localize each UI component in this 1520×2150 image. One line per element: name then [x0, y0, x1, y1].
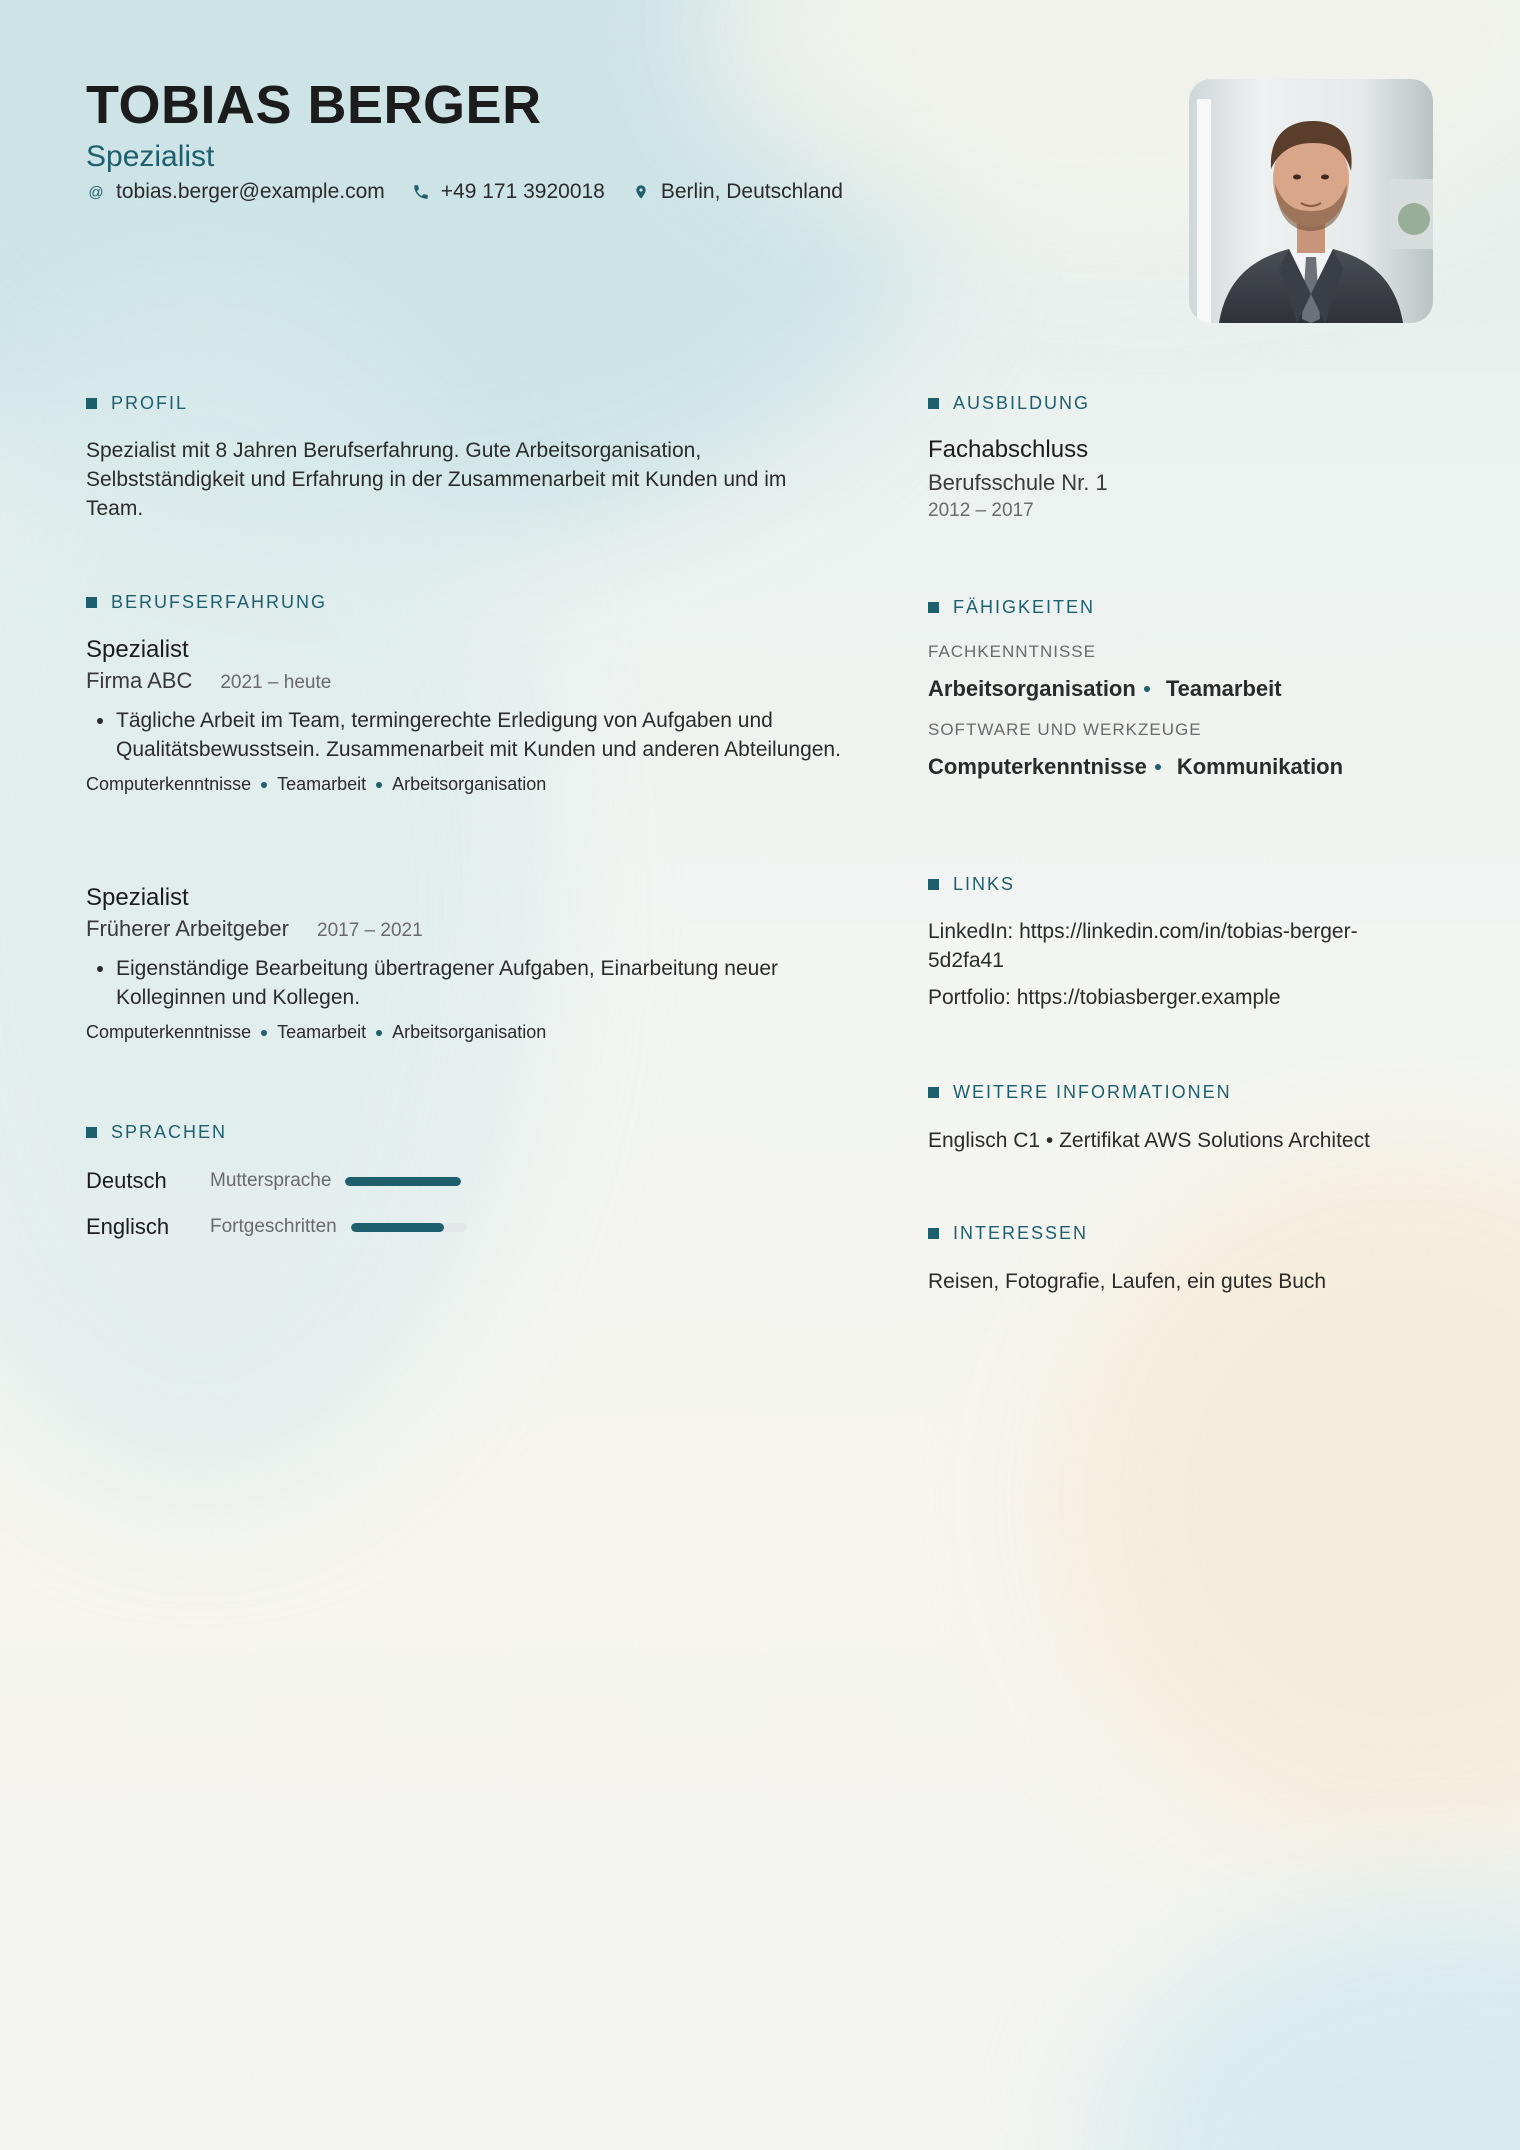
- linkedin-link[interactable]: LinkedIn: https://linkedin.com/in/tobias-berger-5d2fa41: [928, 920, 1358, 972]
- section-heading-further-info: WEITERE INFORMATIONEN: [928, 1082, 1232, 1103]
- profile-text: Spezialist mit 8 Jahren Berufserfahrung. Gute Arbeitsorganisation, Selbstständigkeit und Erfahrung in der Zusammenarbeit mit Kunden und im Team.: [86, 439, 787, 520]
- experience-role: Spezialist: [86, 884, 189, 911]
- experience-dates: 2017 – 2021: [317, 920, 423, 941]
- profile-photo: [1189, 79, 1433, 323]
- phone-icon: [411, 182, 431, 202]
- candidate-title: Spezialist: [86, 140, 215, 173]
- location-text: Berlin, Deutschland: [660, 180, 843, 203]
- language-level: Fortgeschritten: [210, 1216, 337, 1237]
- experience-bullet: • Eigenständige Bearbeitung übertragener Aufgaben, Einarbeitung neuer Kolleginnen und Kollegen.: [116, 954, 846, 1012]
- experience-bullet: • Tägliche Arbeit im Team, termingerechte Erledigung von Aufgaben und Qualitätsbewusstsein. Zusammenarbeit mit Kunden und anderen Abteilungen.: [116, 706, 846, 764]
- tag: Teamarbeit: [277, 774, 367, 794]
- education-dates: 2012 – 2017: [928, 500, 1034, 521]
- further-info-text: Englisch C1 • Zertifikat AWS Solutions Architect: [928, 1129, 1370, 1152]
- skill-item: Arbeitsorganisation: [928, 676, 1136, 701]
- language-row: [86, 1158, 846, 1204]
- email-text: tobias.berger@example.com: [116, 180, 385, 203]
- language-row: [86, 1204, 846, 1250]
- tag: Arbeitsorganisation: [392, 774, 547, 794]
- skill-item: Teamarbeit: [1165, 676, 1282, 701]
- at-icon: @: [88, 183, 104, 201]
- experience-company: Firma ABC: [86, 668, 193, 693]
- experience-tags: [86, 1022, 846, 1043]
- portfolio-link[interactable]: Portfolio: https://tobiasberger.example: [928, 986, 1281, 1009]
- section-heading-interests: INTERESSEN: [928, 1223, 1088, 1244]
- language-level: Muttersprache: [210, 1170, 332, 1191]
- section-heading-links: LINKS: [928, 874, 1015, 895]
- skill-item: Computerkenntnisse: [928, 754, 1147, 779]
- language-name: Englisch: [86, 1214, 170, 1239]
- tag: Computerkenntnisse: [86, 774, 252, 794]
- experience-company: Früherer Arbeitgeber: [86, 916, 289, 941]
- candidate-name: TOBIAS BERGER: [86, 75, 542, 135]
- experience-item: [86, 884, 846, 1043]
- experience-bullets: [86, 706, 846, 764]
- contact-phone[interactable]: [411, 180, 605, 204]
- section-heading-profile: PROFIL: [86, 393, 188, 414]
- contact-email[interactable]: [86, 180, 385, 204]
- skills-list: [928, 642, 1433, 780]
- interests-text: Reisen, Fotografie, Laufen, ein gutes Buch: [928, 1270, 1327, 1293]
- section-heading-languages: SPRACHEN: [86, 1122, 227, 1143]
- section-heading-experience: BERUFSERFAHRUNG: [86, 592, 327, 613]
- language-proficiency-bar: [351, 1223, 467, 1232]
- experience-item: [86, 636, 846, 795]
- skill-item: Kommunikation: [1176, 754, 1344, 779]
- tag: Arbeitsorganisation: [392, 1022, 547, 1042]
- section-heading-skills: FÄHIGKEITEN: [928, 597, 1095, 618]
- tag: Computerkenntnisse: [86, 1022, 252, 1042]
- experience-tags: [86, 774, 846, 795]
- education-school: Berufsschule Nr. 1: [928, 470, 1108, 495]
- links-list: [928, 917, 1433, 1012]
- skill-category: FACHKENNTNISSE: [928, 642, 1096, 661]
- language-proficiency-bar: [345, 1177, 461, 1186]
- tag: Teamarbeit: [277, 1022, 367, 1042]
- experience-bullets: [86, 954, 846, 1012]
- contact-bar: [86, 180, 869, 204]
- education-item: [928, 436, 1433, 522]
- language-name: Deutsch: [86, 1168, 167, 1193]
- skill-category: SOFTWARE UND WERKZEUGE: [928, 720, 1202, 739]
- section-heading-education: AUSBILDUNG: [928, 393, 1090, 414]
- contact-location: [631, 180, 843, 204]
- experience-role: Spezialist: [86, 636, 189, 663]
- experience-dates: 2021 – heute: [220, 672, 332, 693]
- map-pin-icon: [631, 182, 651, 202]
- phone-text: +49 171 3920018: [440, 180, 605, 203]
- languages-list: [86, 1158, 846, 1250]
- skill-row: [928, 754, 1433, 780]
- skill-row: [928, 676, 1433, 702]
- education-degree: Fachabschluss: [928, 436, 1089, 463]
